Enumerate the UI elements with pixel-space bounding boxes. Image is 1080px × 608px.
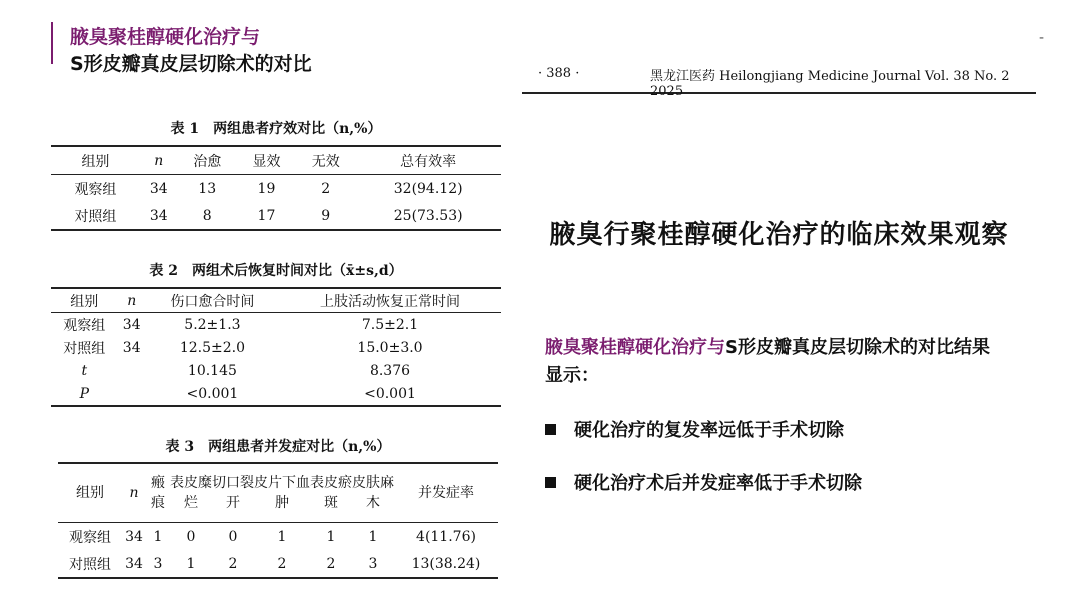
- table-row: [51, 175, 501, 203]
- square-bullet-icon: [545, 477, 556, 488]
- table-cell: 19: [257, 180, 276, 197]
- table1-header: n: [140, 146, 178, 175]
- table-cell: [118, 382, 146, 406]
- bullet-item: [545, 469, 862, 495]
- table-cell: 13(38.24): [411, 555, 481, 572]
- table-cell: <0.001: [364, 385, 416, 402]
- table-cell: 观察组: [74, 181, 117, 198]
- table-cell: 34: [149, 207, 168, 224]
- table3-header: 表皮瘀斑: [310, 463, 352, 523]
- journal-name: 黑龙江医药 Heilongjiang Medicine Journal Vol. 38 No. 2 2025: [650, 69, 1010, 99]
- table-cell: 9: [321, 207, 331, 224]
- table-cell: 2: [277, 555, 287, 572]
- slide-title-line2: S形皮瓣真皮层切除术的对比: [70, 53, 312, 75]
- summary-text: [545, 334, 1005, 390]
- table3-header: 组别: [58, 463, 122, 523]
- table-cell: 34: [122, 316, 141, 333]
- table3-header: 并发症率: [394, 463, 498, 523]
- table1-header: 治愈: [178, 146, 237, 175]
- slide-title: [70, 24, 312, 78]
- table-cell: 2: [321, 180, 331, 197]
- table-cell: 对照组: [63, 340, 106, 357]
- table-row: [51, 359, 501, 382]
- table1-caption: 表 1 两组患者疗效对比（n,%）: [170, 121, 382, 137]
- title-accent-bar: [51, 22, 53, 64]
- table-cell: P: [79, 385, 89, 402]
- table1-header: 总有效率: [355, 146, 501, 175]
- table-cell: 7.5±2.1: [361, 316, 419, 333]
- article-title: 腋臭行聚桂醇硬化治疗的临床效果观察: [549, 220, 1009, 250]
- table2: [51, 287, 501, 407]
- table3: [58, 462, 498, 579]
- table1-header: 无效: [296, 146, 355, 175]
- table3-header: 皮肤麻木: [352, 463, 394, 523]
- table-cell: 1: [326, 528, 336, 545]
- table3-header: 皮片下血肿: [254, 463, 310, 523]
- table-cell: 对照组: [69, 556, 111, 573]
- table-cell: 8: [202, 207, 212, 224]
- table-cell: 0: [228, 528, 238, 545]
- table-cell: 34: [122, 339, 141, 356]
- table2-header: n: [118, 288, 146, 313]
- table-row: [58, 550, 498, 578]
- table-cell: 3: [153, 555, 163, 572]
- table-row: [51, 313, 501, 337]
- table-cell: 3: [368, 555, 378, 572]
- table-cell: t: [81, 362, 88, 379]
- corner-mark: -: [1039, 30, 1045, 46]
- table-row: [51, 336, 501, 359]
- table1-header: 组别: [51, 146, 140, 175]
- table-cell: 34: [125, 555, 143, 572]
- table-cell: 17: [257, 207, 276, 224]
- table-cell: 0: [186, 528, 196, 545]
- table2-header: 上肢活动恢复正常时间: [279, 288, 501, 313]
- table-row: [51, 202, 501, 230]
- bullet-item: [545, 416, 844, 442]
- table-cell: 1: [277, 528, 287, 545]
- table-cell: [118, 359, 146, 382]
- table2-caption: 表 2 两组术后恢复时间对比（x̄±s,d）: [149, 263, 403, 279]
- summary-highlight: 腋臭聚桂醇硬化治疗与: [545, 337, 725, 358]
- bullet-text: 硬化治疗术后并发症率低于手术切除: [574, 473, 862, 494]
- table-cell: 观察组: [69, 529, 111, 546]
- table3-header: 表皮糜烂: [170, 463, 212, 523]
- table3-header: 瘢痕: [146, 463, 170, 523]
- table-cell: 1: [153, 528, 163, 545]
- table-cell: 2: [326, 555, 336, 572]
- table-cell: 13: [198, 180, 217, 197]
- table-cell: 8.376: [369, 362, 411, 379]
- table3-caption: 表 3 两组患者并发症对比（n,%）: [165, 439, 391, 455]
- table1: [51, 145, 501, 231]
- table-cell: 5.2±1.3: [184, 316, 241, 333]
- table-cell: 25(73.53): [393, 207, 463, 224]
- slide-title-line1: 腋臭聚桂醇硬化治疗与: [70, 26, 261, 48]
- table-cell: 1: [186, 555, 196, 572]
- summary-rest: S形皮瓣真皮层切除术的对比结果显示：: [545, 337, 990, 386]
- table-cell: <0.001: [186, 385, 239, 402]
- table-cell: 10.145: [187, 362, 237, 379]
- table-cell: 15.0±3.0: [357, 339, 423, 356]
- journal-header: [522, 60, 1036, 99]
- table-cell: 32(94.12): [393, 180, 463, 197]
- table-cell: 12.5±2.0: [179, 339, 246, 356]
- table1-header: 显效: [237, 146, 296, 175]
- table-cell: 对照组: [74, 208, 117, 225]
- table2-header: 伤口愈合时间: [146, 288, 279, 313]
- table3-header: n: [122, 463, 146, 523]
- table-cell: 4(11.76): [416, 528, 476, 545]
- table-row: [58, 523, 498, 551]
- table3-header: 切口裂开: [212, 463, 254, 523]
- square-bullet-icon: [545, 424, 556, 435]
- table-cell: 34: [149, 180, 168, 197]
- table-cell: 34: [125, 528, 143, 545]
- table-cell: 观察组: [63, 317, 106, 334]
- table-cell: 2: [228, 555, 238, 572]
- table-row: [51, 382, 501, 406]
- page-number: · 388 ·: [538, 66, 580, 81]
- table2-header: 组别: [51, 288, 118, 313]
- bullet-text: 硬化治疗的复发率远低于手术切除: [574, 420, 844, 441]
- table-cell: 1: [368, 528, 378, 545]
